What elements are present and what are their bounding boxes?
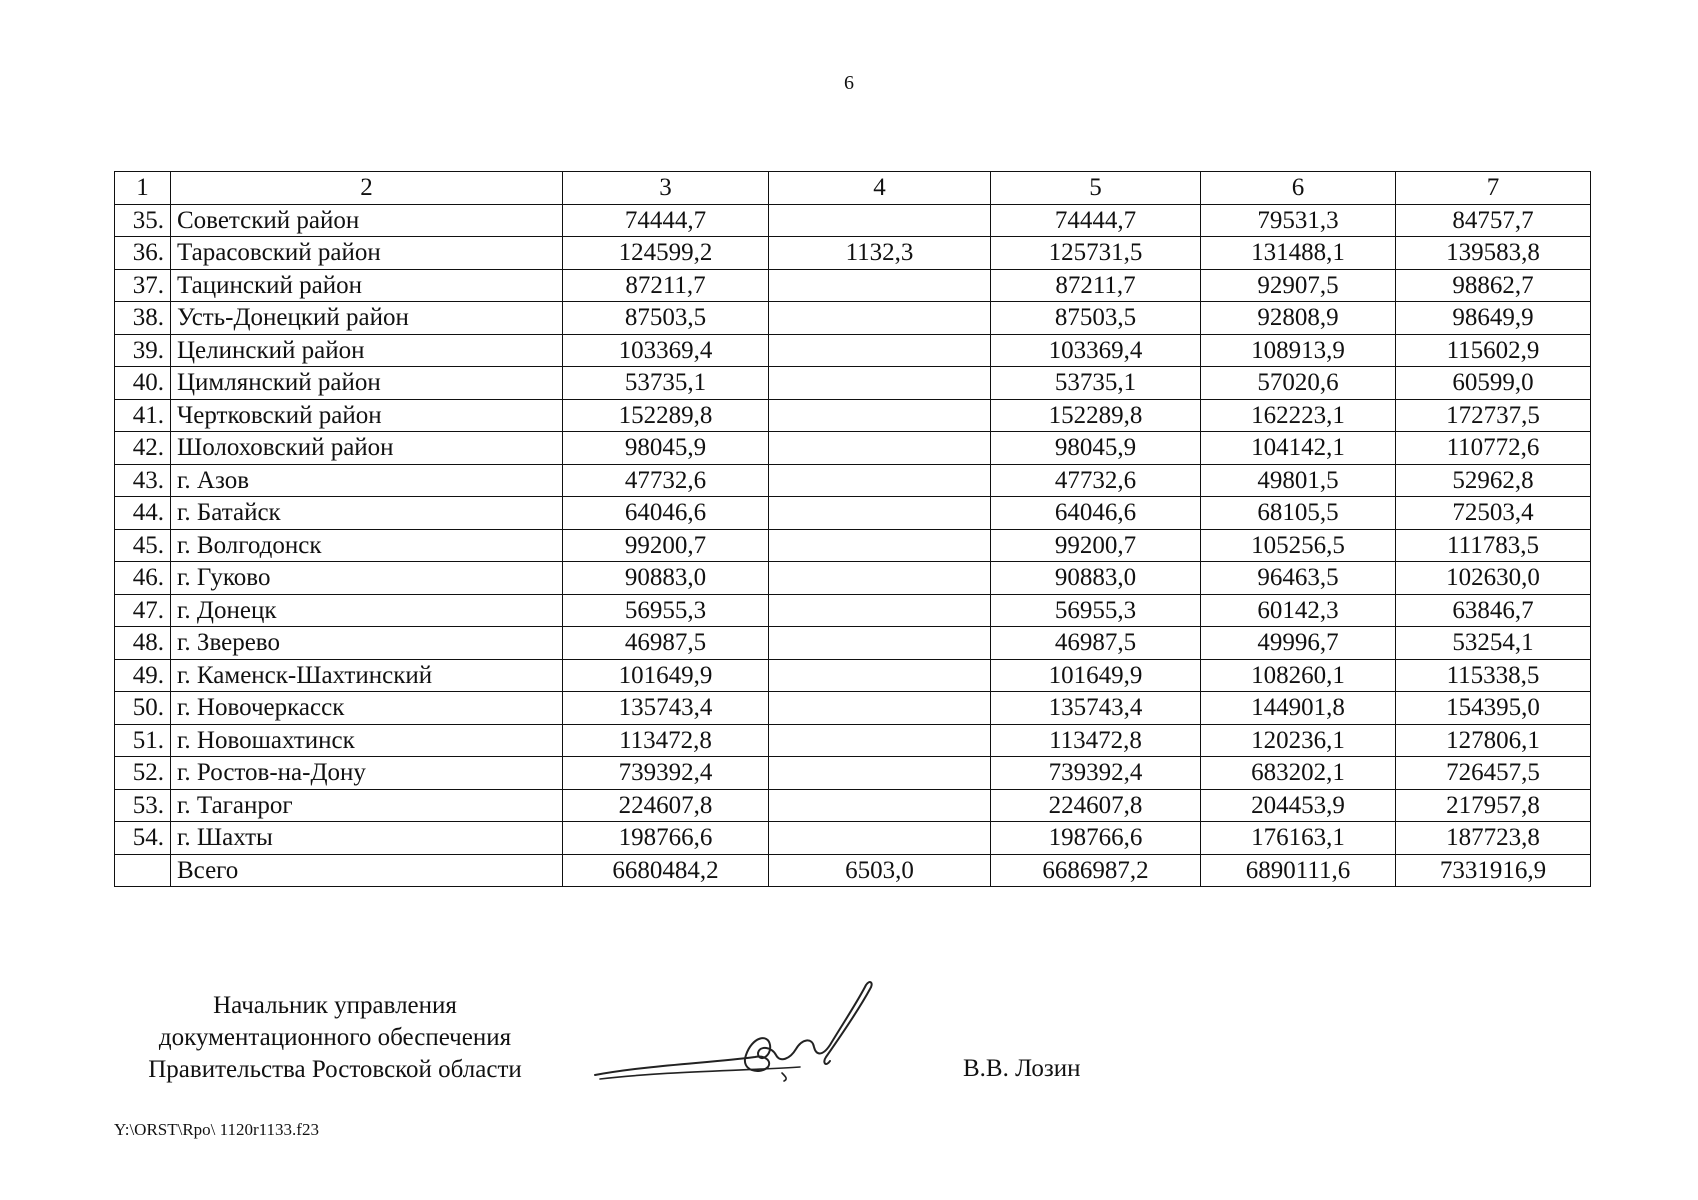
district-name: г. Каменск-Шахтинский [171, 659, 563, 692]
value-col-3: 135743,4 [563, 692, 769, 725]
value-col-3: 87211,7 [563, 269, 769, 302]
table-row [115, 627, 1591, 660]
table-row [115, 367, 1591, 400]
row-number: 37. [115, 269, 171, 302]
value-col-7: 7331916,9 [1396, 854, 1591, 887]
value-col-6: 57020,6 [1201, 367, 1396, 400]
table-row [115, 789, 1591, 822]
value-col-4 [769, 529, 991, 562]
value-col-3: 152289,8 [563, 399, 769, 432]
signatory-title-line: Правительства Ростовской области [148, 1056, 522, 1083]
value-col-3: 124599,2 [563, 237, 769, 270]
district-name: г. Новошахтинск [171, 724, 563, 757]
value-col-6: 176163,1 [1201, 822, 1396, 855]
table-row [115, 302, 1591, 335]
row-number: 54. [115, 822, 171, 855]
value-col-7: 726457,5 [1396, 757, 1591, 790]
value-col-7: 52962,8 [1396, 464, 1591, 497]
table-row [115, 529, 1591, 562]
value-col-6: 49996,7 [1201, 627, 1396, 660]
row-number: 48. [115, 627, 171, 660]
district-name: г. Донецк [171, 594, 563, 627]
value-col-3: 47732,6 [563, 464, 769, 497]
value-col-6: 108260,1 [1201, 659, 1396, 692]
value-col-7: 217957,8 [1396, 789, 1591, 822]
district-name: Советский район [171, 204, 563, 237]
column-header: 5 [991, 172, 1201, 205]
value-col-3: 99200,7 [563, 529, 769, 562]
value-col-6: 92907,5 [1201, 269, 1396, 302]
signatory-title-line: Начальник управления [213, 992, 457, 1019]
value-col-7: 53254,1 [1396, 627, 1591, 660]
value-col-4 [769, 594, 991, 627]
table-row [115, 659, 1591, 692]
value-col-3: 6680484,2 [563, 854, 769, 887]
value-col-3: 103369,4 [563, 334, 769, 367]
table-row [115, 757, 1591, 790]
value-col-3: 98045,9 [563, 432, 769, 465]
column-header: 4 [769, 172, 991, 205]
column-header: 3 [563, 172, 769, 205]
value-col-6: 204453,9 [1201, 789, 1396, 822]
value-col-4 [769, 822, 991, 855]
value-col-5: 6686987,2 [991, 854, 1201, 887]
handwritten-signature [590, 975, 880, 1095]
value-col-7: 127806,1 [1396, 724, 1591, 757]
value-col-5: 113472,8 [991, 724, 1201, 757]
value-col-5: 87211,7 [991, 269, 1201, 302]
value-col-3: 53735,1 [563, 367, 769, 400]
value-col-7: 187723,8 [1396, 822, 1591, 855]
value-col-5: 125731,5 [991, 237, 1201, 270]
value-col-7: 98862,7 [1396, 269, 1591, 302]
value-col-5: 101649,9 [991, 659, 1201, 692]
row-number: 53. [115, 789, 171, 822]
value-col-3: 90883,0 [563, 562, 769, 595]
signer-name: В.В. Лозин [963, 1055, 1081, 1082]
district-name: г. Таганрог [171, 789, 563, 822]
value-col-6: 104142,1 [1201, 432, 1396, 465]
table-row [115, 497, 1591, 530]
value-col-5: 135743,4 [991, 692, 1201, 725]
value-col-6: 162223,1 [1201, 399, 1396, 432]
header-row [115, 172, 1591, 205]
row-number: 46. [115, 562, 171, 595]
row-number: 40. [115, 367, 171, 400]
value-col-4: 6503,0 [769, 854, 991, 887]
row-number: 38. [115, 302, 171, 335]
value-col-7: 110772,6 [1396, 432, 1591, 465]
value-col-4 [769, 334, 991, 367]
district-name: Тарасовский район [171, 237, 563, 270]
row-number: 43. [115, 464, 171, 497]
value-col-3: 64046,6 [563, 497, 769, 530]
value-col-5: 739392,4 [991, 757, 1201, 790]
value-col-4 [769, 692, 991, 725]
value-col-7: 172737,5 [1396, 399, 1591, 432]
value-col-7: 111783,5 [1396, 529, 1591, 562]
value-col-6: 60142,3 [1201, 594, 1396, 627]
row-number: 42. [115, 432, 171, 465]
row-number: 49. [115, 659, 171, 692]
value-col-4 [769, 367, 991, 400]
value-col-6: 79531,3 [1201, 204, 1396, 237]
value-col-6: 49801,5 [1201, 464, 1396, 497]
row-number: 47. [115, 594, 171, 627]
value-col-6: 68105,5 [1201, 497, 1396, 530]
value-col-5: 46987,5 [991, 627, 1201, 660]
row-number: 45. [115, 529, 171, 562]
value-col-7: 115602,9 [1396, 334, 1591, 367]
value-col-4 [769, 204, 991, 237]
value-col-3: 101649,9 [563, 659, 769, 692]
value-col-3: 87503,5 [563, 302, 769, 335]
district-name: Тацинский район [171, 269, 563, 302]
file-path: Y:\ORST\Rpo\ 1120r1133.f23 [114, 1120, 319, 1139]
value-col-4 [769, 302, 991, 335]
row-number: 39. [115, 334, 171, 367]
district-name: г. Батайск [171, 497, 563, 530]
value-col-4 [769, 432, 991, 465]
value-col-4: 1132,3 [769, 237, 991, 270]
table-row [115, 432, 1591, 465]
row-number [115, 854, 171, 887]
district-name: Целинский район [171, 334, 563, 367]
value-col-3: 56955,3 [563, 594, 769, 627]
value-col-7: 63846,7 [1396, 594, 1591, 627]
value-col-5: 64046,6 [991, 497, 1201, 530]
value-col-6: 683202,1 [1201, 757, 1396, 790]
value-col-6: 96463,5 [1201, 562, 1396, 595]
value-col-7: 115338,5 [1396, 659, 1591, 692]
value-col-5: 53735,1 [991, 367, 1201, 400]
district-name: г. Шахты [171, 822, 563, 855]
column-header: 7 [1396, 172, 1591, 205]
table-row [115, 334, 1591, 367]
value-col-5: 103369,4 [991, 334, 1201, 367]
district-name: г. Азов [171, 464, 563, 497]
value-col-5: 56955,3 [991, 594, 1201, 627]
value-col-3: 198766,6 [563, 822, 769, 855]
value-col-7: 84757,7 [1396, 204, 1591, 237]
row-number: 36. [115, 237, 171, 270]
value-col-4 [769, 269, 991, 302]
table-row [115, 237, 1591, 270]
value-col-6: 108913,9 [1201, 334, 1396, 367]
value-col-5: 47732,6 [991, 464, 1201, 497]
value-col-6: 105256,5 [1201, 529, 1396, 562]
table-row [115, 204, 1591, 237]
value-col-3: 739392,4 [563, 757, 769, 790]
district-name: Всего [171, 854, 563, 887]
row-number: 51. [115, 724, 171, 757]
column-header: 2 [171, 172, 563, 205]
table-row [115, 822, 1591, 855]
table-row [115, 724, 1591, 757]
value-col-6: 6890111,6 [1201, 854, 1396, 887]
value-col-4 [769, 627, 991, 660]
value-col-4 [769, 659, 991, 692]
row-number: 44. [115, 497, 171, 530]
value-col-3: 224607,8 [563, 789, 769, 822]
value-col-4 [769, 757, 991, 790]
district-name: г. Новочеркасск [171, 692, 563, 725]
row-number: 41. [115, 399, 171, 432]
value-col-5: 224607,8 [991, 789, 1201, 822]
value-col-5: 98045,9 [991, 432, 1201, 465]
value-col-4 [769, 464, 991, 497]
table-row [115, 562, 1591, 595]
district-name: Цимлянский район [171, 367, 563, 400]
district-name: г. Гуково [171, 562, 563, 595]
value-col-4 [769, 399, 991, 432]
column-header: 6 [1201, 172, 1396, 205]
value-col-7: 60599,0 [1396, 367, 1591, 400]
row-number: 52. [115, 757, 171, 790]
value-col-3: 74444,7 [563, 204, 769, 237]
row-number: 50. [115, 692, 171, 725]
table-row [115, 269, 1591, 302]
district-name: г. Ростов-на-Дону [171, 757, 563, 790]
total-row [115, 854, 1591, 887]
value-col-7: 72503,4 [1396, 497, 1591, 530]
value-col-7: 154395,0 [1396, 692, 1591, 725]
district-name: г. Волгодонск [171, 529, 563, 562]
value-col-4 [769, 562, 991, 595]
value-col-3: 46987,5 [563, 627, 769, 660]
table-row [115, 464, 1591, 497]
page-number: 6 [844, 72, 854, 94]
value-col-5: 99200,7 [991, 529, 1201, 562]
value-col-7: 139583,8 [1396, 237, 1591, 270]
signatory-title [100, 990, 570, 1086]
table-row [115, 399, 1591, 432]
column-header: 1 [115, 172, 171, 205]
value-col-5: 74444,7 [991, 204, 1201, 237]
value-col-7: 98649,9 [1396, 302, 1591, 335]
value-col-3: 113472,8 [563, 724, 769, 757]
table-body [115, 204, 1591, 887]
district-name: Усть-Донецкий район [171, 302, 563, 335]
value-col-5: 90883,0 [991, 562, 1201, 595]
budget-table [114, 171, 1591, 887]
value-col-6: 131488,1 [1201, 237, 1396, 270]
value-col-4 [769, 497, 991, 530]
table-row [115, 594, 1591, 627]
value-col-6: 120236,1 [1201, 724, 1396, 757]
value-col-7: 102630,0 [1396, 562, 1591, 595]
row-number: 35. [115, 204, 171, 237]
value-col-6: 92808,9 [1201, 302, 1396, 335]
signatory-title-line: документационного обеспечения [158, 1024, 512, 1051]
value-col-6: 144901,8 [1201, 692, 1396, 725]
district-name: г. Зверево [171, 627, 563, 660]
value-col-5: 198766,6 [991, 822, 1201, 855]
value-col-4 [769, 724, 991, 757]
district-name: Шолоховский район [171, 432, 563, 465]
value-col-5: 87503,5 [991, 302, 1201, 335]
value-col-5: 152289,8 [991, 399, 1201, 432]
district-name: Чертковский район [171, 399, 563, 432]
table-row [115, 692, 1591, 725]
value-col-4 [769, 789, 991, 822]
